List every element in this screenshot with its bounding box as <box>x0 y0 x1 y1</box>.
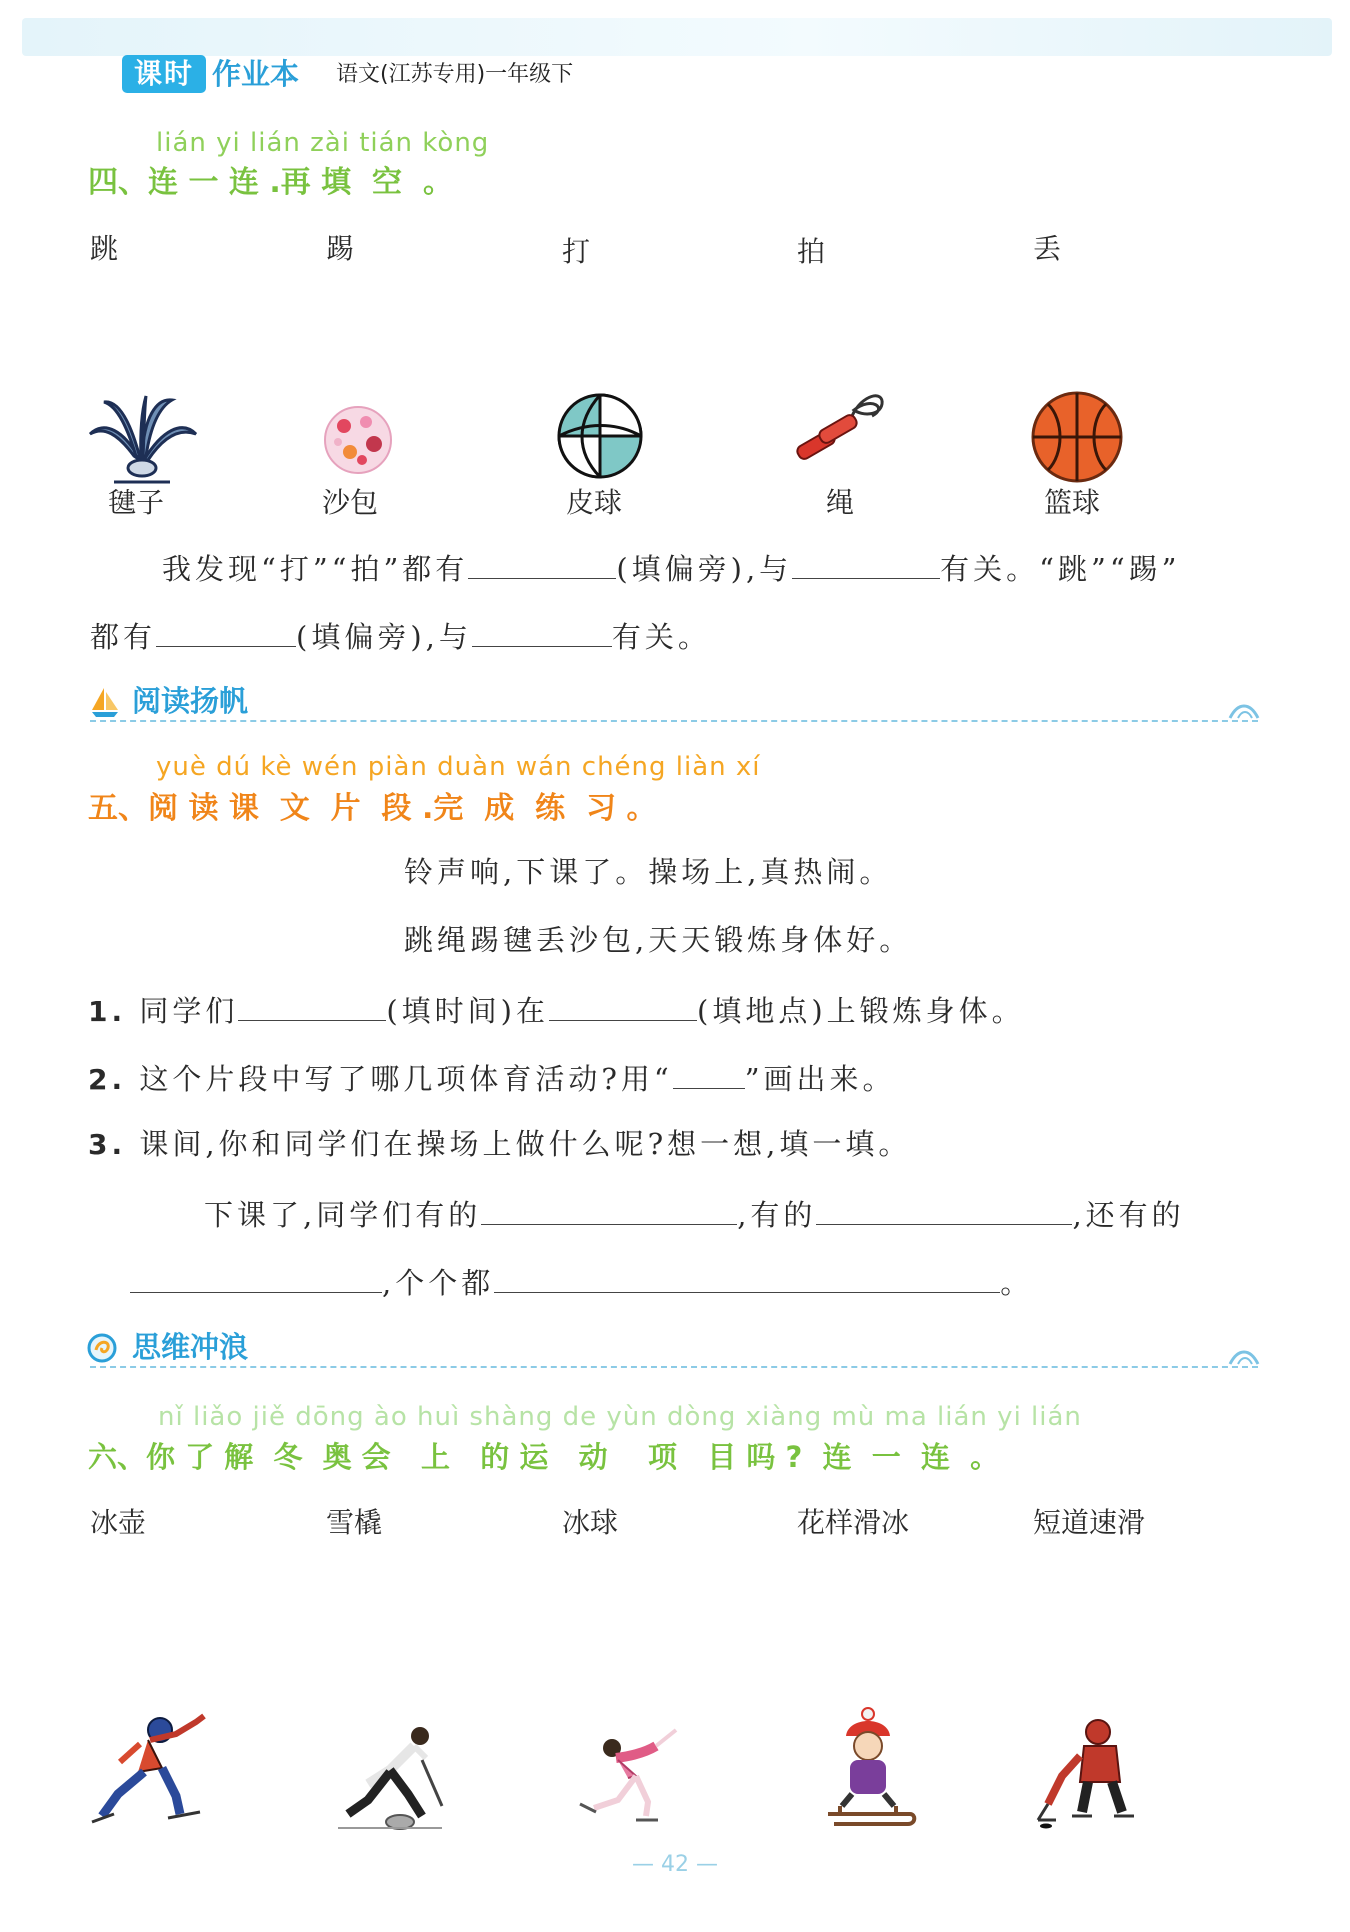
q4-fill-line1: 我发现“打”“拍”都有 (填偏旁),与 有关。“跳”“踢” <box>162 548 1180 587</box>
sport-ice-hockey: 冰球 <box>562 1506 619 1539</box>
q5-fill-line1: 下课了,同学们有的 ,有的 ,还有的 <box>204 1194 1185 1233</box>
answer-blank[interactable] <box>673 1058 745 1089</box>
answer-blank[interactable] <box>494 1262 1000 1293</box>
q4-pinyin: lián yi lián zài tián kòng <box>156 128 490 158</box>
sailboat-icon <box>90 686 120 718</box>
item-lanqiu: 篮球 <box>1044 486 1101 519</box>
answer-blank[interactable] <box>130 1262 382 1293</box>
answer-blank[interactable] <box>549 990 697 1021</box>
q5-fill-line2: ,个个都 。 <box>130 1262 1033 1301</box>
item-jianzi: 毽子 <box>108 486 165 519</box>
verb-ti: 踢 <box>326 232 355 265</box>
subquestion-1: 1. 同学们 (填时间)在 (填地点)上锻炼身体。 <box>88 990 1025 1030</box>
q5-pinyin: yuè dú kè wén piàn duàn wán chéng liàn xí <box>156 752 761 782</box>
q6-title: 六、你 了 解 冬 奥 会 上 的 运 动 项 目 吗 ? 连 一 连 。 <box>88 1440 1000 1474</box>
q6-pinyin: nǐ liǎo jiě dōng ào huì shàng de yùn dòng xiàng mù ma lián yi lián <box>158 1402 1082 1432</box>
item-sheng: 绳 <box>826 486 855 519</box>
q4-title: 四、连 一 连 .再 填 空 。 <box>88 165 453 200</box>
answer-blank[interactable] <box>792 548 940 579</box>
answer-blank[interactable] <box>156 616 296 647</box>
logo-badge: 课时 <box>122 55 206 93</box>
answer-blank[interactable] <box>472 616 612 647</box>
section-title-reading: 阅读扬帆 <box>132 684 249 718</box>
sport-curling: 冰壶 <box>90 1506 147 1539</box>
passage-line-1: 铃声响,下课了。操场上,真热闹。 <box>404 855 893 889</box>
subquestion-3: 3. 课间,你和同学们在操场上做什么呢?想一想,填一填。 <box>88 1127 912 1161</box>
sandbag-icon <box>322 404 394 476</box>
shuttlecock-icon <box>84 390 199 485</box>
section-title-thinking: 思维冲浪 <box>132 1330 249 1364</box>
header-band <box>22 18 1332 56</box>
passage-line-2: 跳绳踢毽丢沙包,天天锻炼身体好。 <box>404 923 913 957</box>
q4-fill-line2: 都有 (填偏旁),与 有关。 <box>90 616 711 655</box>
wave-icon <box>1228 698 1260 722</box>
sport-figure-skating: 花样滑冰 <box>797 1506 910 1539</box>
luge-child-icon <box>818 1706 918 1832</box>
basketball-icon <box>1030 390 1124 484</box>
section-divider <box>90 1334 1258 1368</box>
page-number: — 42 — <box>632 1852 718 1877</box>
verb-tiao: 跳 <box>90 232 119 265</box>
wave-icon <box>1228 1344 1260 1368</box>
speed-skater-icon <box>84 1710 220 1832</box>
sport-luge: 雪橇 <box>326 1506 383 1539</box>
jump-rope-icon <box>792 386 888 466</box>
item-piqiu: 皮球 <box>566 486 623 519</box>
answer-blank[interactable] <box>468 548 616 579</box>
curler-icon <box>330 1722 450 1834</box>
answer-blank[interactable] <box>238 990 386 1021</box>
book-subtitle: 语文(江苏专用)一年级下 <box>336 62 574 87</box>
section-divider <box>90 688 1258 722</box>
sport-short-track: 短道速滑 <box>1033 1506 1146 1539</box>
item-shabao: 沙包 <box>322 486 379 519</box>
ball-icon <box>556 392 644 480</box>
subquestion-2: 2. 这个片段中写了哪几项体育活动?用“ ”画出来。 <box>88 1058 896 1098</box>
verb-da: 打 <box>562 235 591 268</box>
figure-skater-icon <box>566 1712 688 1824</box>
answer-blank[interactable] <box>481 1194 737 1225</box>
verb-diu: 丢 <box>1033 232 1062 265</box>
verb-pai: 拍 <box>797 235 826 268</box>
answer-blank[interactable] <box>816 1194 1072 1225</box>
logo-text: 作业本 <box>212 57 300 91</box>
hockey-player-icon <box>1036 1716 1156 1828</box>
q5-title: 五、阅 读 课 文 片 段 .完 成 练 习 。 <box>88 791 657 826</box>
surf-swirl-icon <box>86 1332 118 1364</box>
